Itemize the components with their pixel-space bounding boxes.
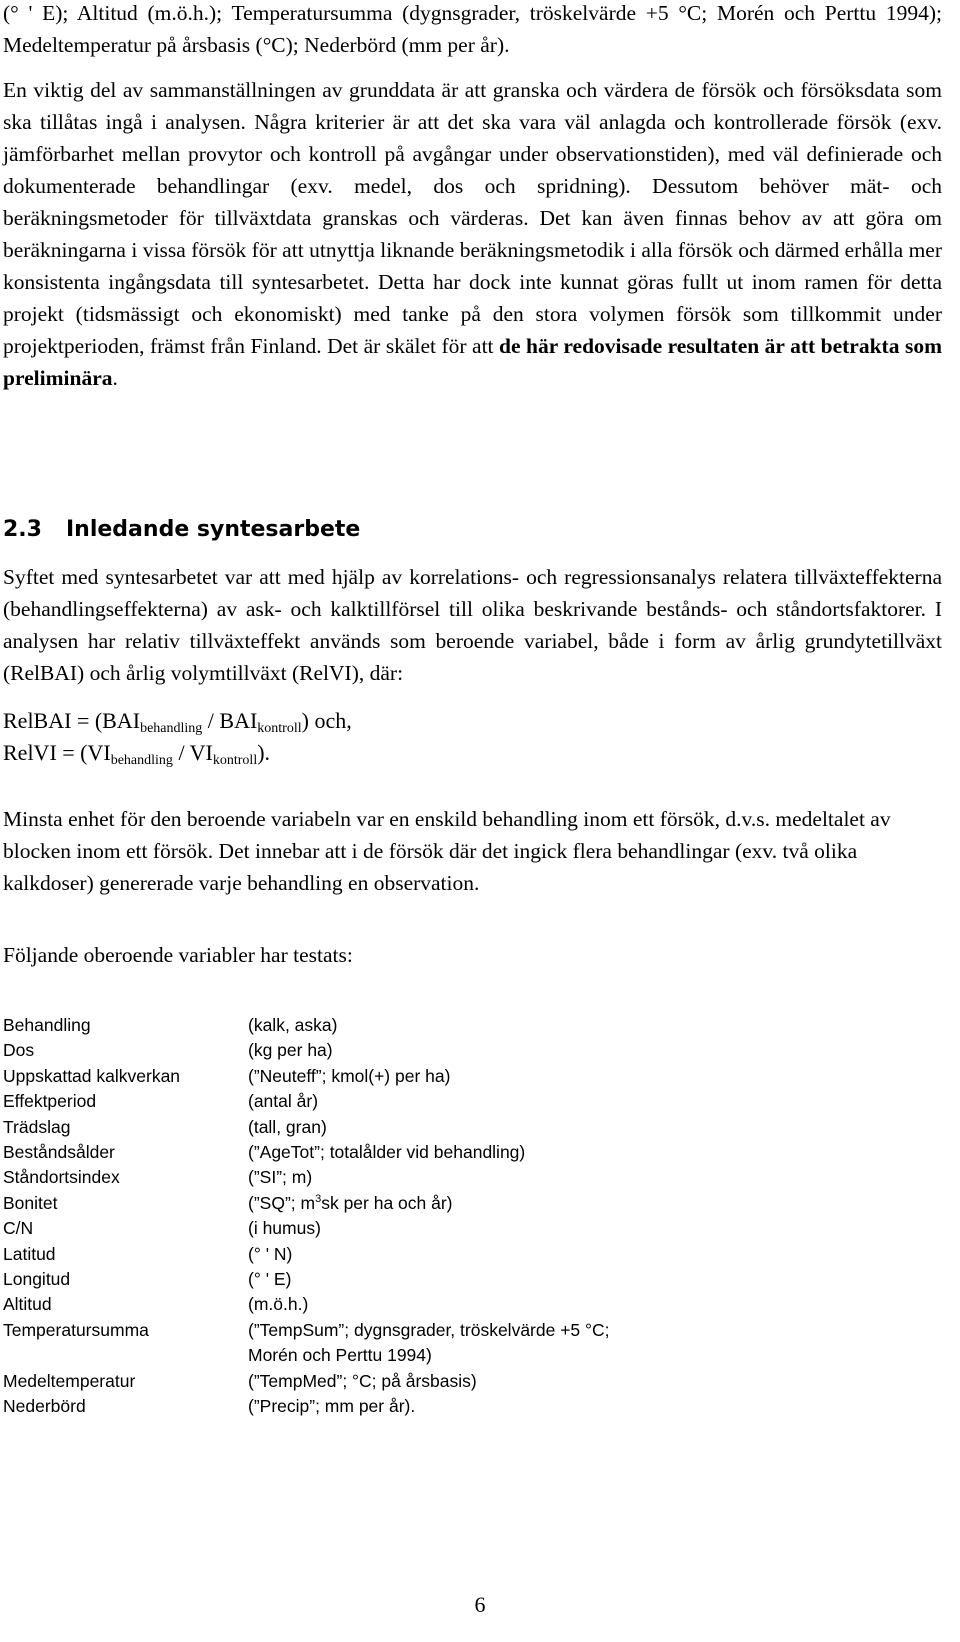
variable-description: (”SQ”; $m^3sk$ per ha och år)	[248, 1192, 453, 1213]
list-item	[3, 1369, 763, 1394]
paragraph-text: Följande oberoende variabler har testats:	[3, 943, 353, 967]
paragraph-text: Syftet med syntesarbetet var att med hjälp av korrelations- och regressionsanalys relatera tillväxteffekterna (behandlingseffekterna) av ask- och kalktillförsel till olika beskrivande bestånds- och ståndortsfaktorer. I analysen har relativ tillväxteffekt används som beroende variabel, både i form av årlig grundytetillväxt (RelBAI) och årlig volymtillväxt (RelVI), där:	[3, 565, 942, 685]
variable-description: (”TempSum”; dygnsgrader, tröskelvärde +5 °C; Morén och Perttu 1994)	[248, 1319, 610, 1366]
paragraph-data-evaluation	[3, 74, 942, 394]
variable-name: Temperatursumma	[3, 1319, 149, 1340]
variable-name: Ståndortsindex	[3, 1167, 120, 1188]
variable-name: Effektperiod	[3, 1091, 97, 1112]
variable-description: (”AgeTot”; totalålder vid behandling)	[248, 1142, 526, 1163]
section-heading	[3, 515, 360, 545]
variable-description: (kalk, aska)	[248, 1015, 338, 1035]
list-item	[3, 1038, 763, 1063]
variable-name: Altitud	[3, 1294, 52, 1315]
list-item	[3, 1115, 763, 1140]
variable-description: (”TempMed”; °C; på årsbasis)	[248, 1370, 477, 1391]
section-number: 2.3	[3, 517, 42, 542]
variable-name: Bonitet	[3, 1192, 58, 1213]
paragraph-variables-intro	[3, 939, 942, 971]
variable-description: (”SI”; m)	[248, 1167, 313, 1188]
variable-list	[3, 1013, 763, 1420]
paragraph-text: En viktig del av sammanställningen av grunddata är att granska och värdera de försök och försöksdata som ska tillåtas ingå i analysen. Några kriterier är att det ska vara väl anlagda och kontrollerade försök (exv. jämförbarhet mellan provytor och kontroll på avgångar under observationstiden), med väl definierade och dokumenterade behandlingar (exv. medel, dos och spridning). Dessutom behöver mät- och beräkningsmetoder för tillväxtdata granskas och värderas. Det kan även finnas behov av att göra om beräkningarna i vissa försök för att utnyttja liknande beräkningsmetodik i alla försök och därmed erhålla mer konsistenta ingångsdata till syntesarbetet. Detta har dock inte kunnat göras fullt ut inom ramen för detta projekt (tidsmässigt och ekonomiskt) med tanke på den stora volymen försök som tillkommit under projektperioden, främst från Finland. Det är skälet för att	[3, 78, 942, 358]
list-item	[3, 1140, 763, 1165]
variable-description: (tall, gran)	[248, 1116, 327, 1137]
list-item	[3, 1394, 763, 1419]
variable-description: (° ' N)	[248, 1243, 293, 1264]
list-item	[3, 1064, 763, 1089]
variable-name: Beståndsålder	[3, 1142, 115, 1163]
list-item	[3, 1013, 763, 1038]
variable-description: (° ' E)	[248, 1269, 292, 1290]
variable-description: (antal år)	[248, 1091, 319, 1112]
variable-name: Uppskattad kalkverkan	[3, 1065, 181, 1086]
page-number: 6	[474, 1592, 486, 1617]
list-item	[3, 1292, 763, 1317]
variable-name: Nederbörd	[3, 1396, 86, 1417]
formula-relvi: RelVI = $(VI_{behandling} / VI_{kontroll})$.	[3, 740, 271, 768]
variable-description: (i humus)	[248, 1218, 321, 1239]
paragraph-continuation	[3, 0, 942, 61]
variable-name: Medeltemperatur	[3, 1370, 136, 1391]
paragraph-dependent-unit	[3, 803, 942, 899]
bold-conclusion: de här redovisade resultaten är att betrakta som preliminära	[3, 334, 942, 390]
variable-description: (m.ö.h.)	[248, 1294, 309, 1315]
list-item	[3, 1242, 763, 1267]
paragraph-text: Minsta enhet för den beroende variabeln var en enskild behandling inom ett försök, d.v.s. medeltalet av blocken inom ett försök. Det innebar att i de försök där det ingick flera behandlingar (exv. två olika kalkdoser) genererade varje behandling en observation.	[3, 807, 891, 895]
variable-description: (”Precip”; mm per år).	[248, 1396, 416, 1417]
section-title: Inledande syntesarbete	[66, 517, 361, 542]
formula-relbai: RelBAI = $(BAI_{behandling} / BAI_{kontroll})$ och,	[3, 708, 352, 736]
list-item	[3, 1165, 763, 1190]
variable-name: Dos	[3, 1040, 35, 1061]
list-item	[3, 1318, 763, 1369]
variable-description: (kg per ha)	[248, 1040, 333, 1061]
variable-name: Latitud	[3, 1243, 56, 1264]
list-item	[3, 1089, 763, 1114]
variable-name: Longitud	[3, 1269, 71, 1290]
paragraph-text: (° ' E); Altitud (m.ö.h.); Temperatursumma (dygnsgrader, tröskelvärde +5 °C; Morén och Perttu 1994); Medeltemperatur på årsbasis (°C); Nederbörd (mm per år).	[3, 1, 942, 57]
list-item	[3, 1267, 763, 1292]
end-punctuation: .	[112, 366, 118, 390]
paragraph-synthesis-purpose	[3, 561, 942, 689]
variable-name: Trädslag	[3, 1116, 71, 1137]
list-item	[3, 1191, 763, 1216]
list-item	[3, 1216, 763, 1241]
variable-description: (”Neuteff”; kmol(+) per ha)	[248, 1065, 451, 1086]
variable-name: Behandling	[3, 1015, 91, 1035]
variable-name: C/N	[3, 1218, 34, 1239]
